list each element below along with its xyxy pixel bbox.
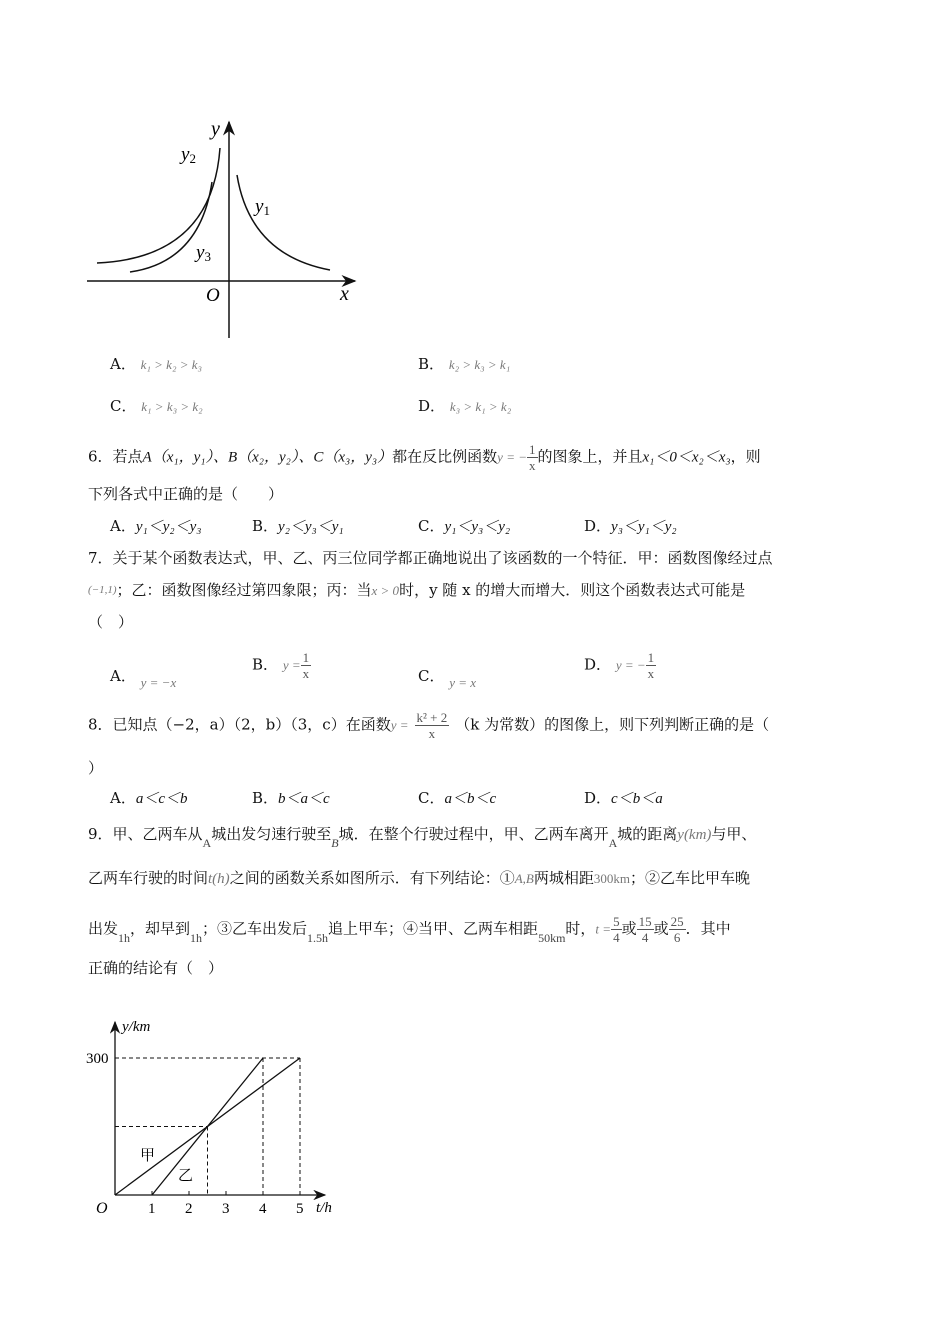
- curve-y1: [237, 175, 330, 270]
- q6-stem-line2: 下列各式中正确的是（ ）: [88, 485, 284, 503]
- q5-option-a[interactable]: [110, 354, 202, 375]
- q6-option-c[interactable]: C．y₁＜y₃＜y₂: [418, 517, 511, 535]
- x-axis-label: t/h: [316, 1200, 332, 1216]
- q7-option-a[interactable]: A． y = −x: [110, 667, 177, 690]
- x-axis-label: x: [340, 283, 349, 305]
- q7-option-d[interactable]: D． y = − $\frac{1}{x}$: [584, 650, 655, 681]
- y-axis-label: y: [211, 118, 220, 140]
- q9-stem-line2: 乙两车行驶的时间t(h)之间的函数关系如图所示．有下列结论：①A,B两城相距300km；②乙车比甲车晚: [88, 869, 750, 887]
- q5-option-c[interactable]: [110, 396, 203, 417]
- q7-stem-line2: $^{(-1,1)}$；乙：函数图像经过第四象限；丙：当x > 0时，y 随 x 的增大而增大．则这个函数表达式可能是: [88, 581, 746, 599]
- x-tick-label: 4: [259, 1201, 267, 1217]
- q8-option-b[interactable]: B．b＜a＜c: [252, 789, 330, 807]
- q8-stem-line2: ）: [88, 759, 104, 777]
- q8-option-c[interactable]: C．a＜b＜c: [418, 789, 497, 807]
- series-label-jia: 甲: [140, 1148, 156, 1164]
- q6-stem: 6．若点A（x₁，y₁）、B（x₂，y₂）、C（x₃，y₃）都在反比例函数y = − $\frac{1}{x}$ 的图象上，并且x₁＜0＜x₂＜x₃，则: [88, 442, 761, 473]
- distance-time-chart: [0, 1000, 400, 1230]
- series-label-yi: 乙: [178, 1168, 194, 1184]
- x-tick-label: 3: [222, 1201, 230, 1217]
- x-tick-label: 1: [148, 1201, 156, 1217]
- q7-option-b[interactable]: B． y = $\frac{1}{x}$: [252, 650, 310, 681]
- option-expr: k₃ > k₁ > k₂: [449, 399, 512, 414]
- q7-stem: 7．关于某个函数表达式，甲、乙、丙三位同学都正确地说出了该函数的一个特征．甲：函数图像经过点: [88, 549, 773, 567]
- option-expr: k₂ > k₃ > k₁: [448, 357, 511, 372]
- q9-stem-line1: 9．甲、乙两车从$_A$城出发匀速行驶至$_B$城．在整个行驶过程中，甲、乙两车离开$_A$城的距离y(km)与甲、: [88, 825, 757, 850]
- option-label: B．: [418, 355, 445, 373]
- q9-stem-line3: 出发$_{1h}$，却早到$_{1h}$；③乙车出发后$_{1.5h}$追上甲车；④当甲、乙两车相距$_{50km}$时，t = $\frac{5}{4}$ 或 $\frac{15}{4}$ 或 $\frac{25}{6}$ ．其中: [88, 914, 731, 945]
- option-expr: k₁ > k₂ > k₃: [140, 357, 203, 372]
- option-expr: k₁ > k₃ > k₂: [141, 399, 203, 414]
- option-label: C．: [110, 397, 137, 415]
- q8-option-d[interactable]: D．c＜b＜a: [584, 789, 663, 807]
- label-y3: y3: [196, 242, 211, 264]
- option-label: D．: [418, 397, 446, 415]
- origin-label: O: [96, 1200, 108, 1217]
- fraction: $\frac{1}{x}$: [529, 442, 536, 473]
- x-tick-label: 2: [185, 1201, 193, 1217]
- label-y2: y2: [181, 144, 196, 166]
- y-axis-label: y/km: [122, 1019, 151, 1035]
- q7-stem-line3: （ ）: [88, 613, 134, 631]
- series-line-yi: [152, 1058, 263, 1195]
- label-y1: y1: [255, 196, 270, 218]
- q8-option-a[interactable]: A．a＜c＜b: [110, 789, 188, 807]
- q5-option-d[interactable]: [418, 396, 511, 417]
- q7-option-c[interactable]: C． y = x: [418, 667, 477, 690]
- q6-option-b[interactable]: B．y₂＜y₃＜y₁: [252, 517, 344, 535]
- option-label: A．: [110, 355, 136, 373]
- q9-stem-line4: 正确的结论有（ ）: [88, 959, 224, 977]
- q6-option-a[interactable]: A．y₁＜y₂＜y₃: [110, 517, 202, 535]
- q8-stem: 8．已知点（−2，a）（2，b）（3，c）在函数y = $\frac{\text{k² + 2}}{x}$ （k 为常数）的图像上，则下列判断正确的是（: [88, 710, 770, 741]
- x-tick-label: 5: [296, 1201, 304, 1217]
- origin-label: O: [206, 285, 220, 306]
- hyperbola-figure: [0, 0, 400, 345]
- q5-option-b[interactable]: [418, 354, 510, 375]
- y-tick-label: 300: [86, 1051, 109, 1067]
- q6-option-d[interactable]: D．y₃＜y₁＜y₂: [584, 517, 677, 535]
